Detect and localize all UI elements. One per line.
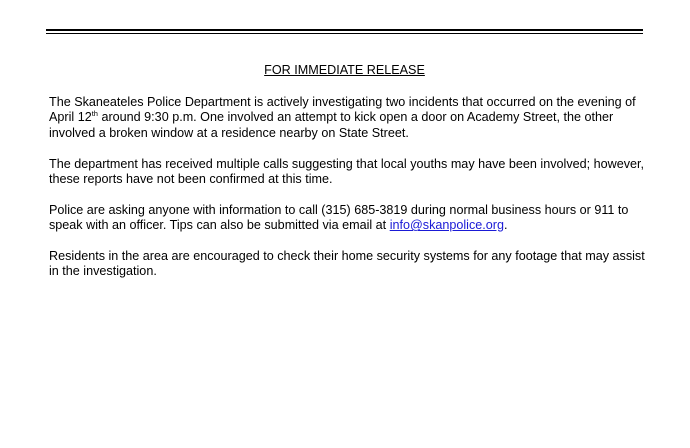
release-heading: FOR IMMEDIATE RELEASE [264, 63, 425, 77]
ordinal-suffix: th [91, 109, 98, 119]
paragraph-residents: Residents in the area are encouraged to check their home security systems for any footage that may assist in the investigation. [49, 249, 645, 279]
paragraph-youths: The department has received multiple calls suggesting that local youths may have been involved; however, these reports have not been confirmed at this time. [49, 156, 645, 187]
paragraph-contact-text: Police are asking anyone with information to call (315) 685-3819 during normal business hours or 911 to speak with an officer. Tips can also be submitted via email at [49, 202, 629, 233]
email-link[interactable]: info@skanpolice.org [389, 218, 504, 233]
release-body [49, 95, 649, 295]
paragraph-incidents [49, 95, 649, 141]
paragraph-incidents-text-a: The Skaneateles Police Department is actively investigating two incidents that occurred on the evening of April 12 [49, 95, 636, 125]
header-rule-thick [46, 29, 643, 31]
paragraph-contact [49, 203, 649, 234]
header-rule-thin [46, 33, 643, 34]
paragraph-contact-end: . [504, 218, 508, 233]
paragraph-incidents-text-b: around 9:30 p.m. One involved an attempt to kick open a door on Academy Street, the other involved a broken window at a residence nearby on State Street. [49, 110, 614, 140]
